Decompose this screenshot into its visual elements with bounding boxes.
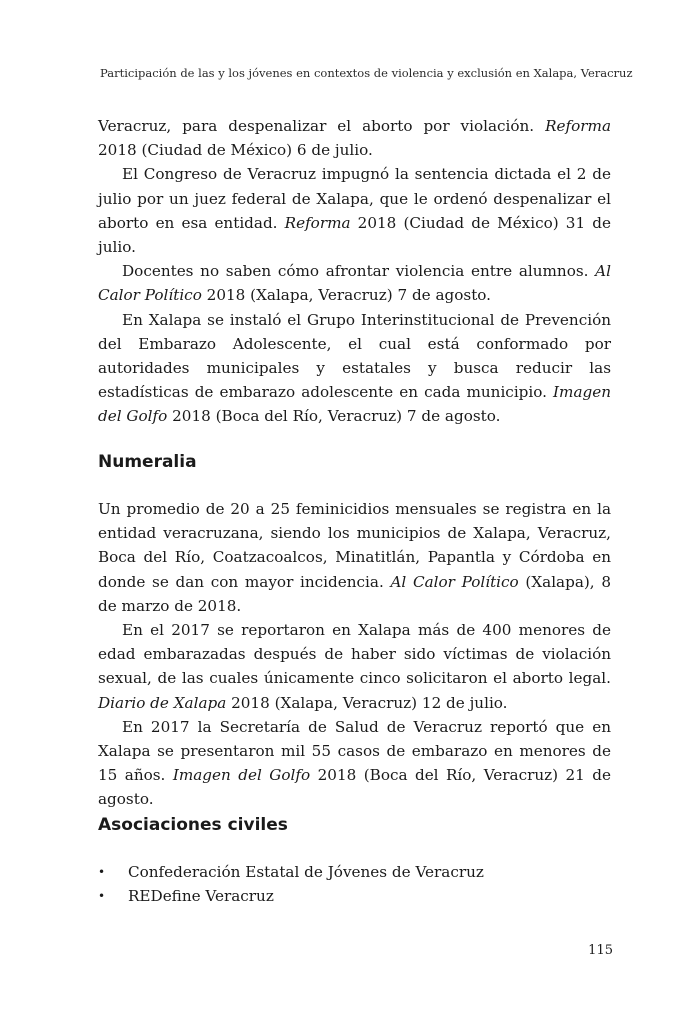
- citation-source: Imagen del Golfo: [98, 383, 611, 426]
- list-item-label: REDefine Veracruz: [128, 887, 274, 906]
- text-run: Docentes no saben cómo afrontar violencia entre alumnos.: [122, 262, 596, 281]
- body-text-block-1: [98, 114, 611, 429]
- text-run: El Congreso de Veracruz impugnó la sentencia dictada el 2 de julio por un juez federal de Xalapa, que le ordenó despenalizar el aborto en esa entidad.: [98, 165, 611, 232]
- citation-source: Al Calor Político: [98, 262, 611, 305]
- text-run: En 2017 la Secretaría de Salud de Veracruz reportó que en Xalapa se presentaron mil 55 casos de embarazo en menores de 15 años.: [98, 717, 611, 785]
- text-run: En Xalapa se instaló el Grupo Interinstitucional de Prevención del Embarazo Adolescente, el cual está conformado por autoridades municipales y estatales y busca reducir las estadísticas de embarazo adolescente en cada municipio.: [98, 310, 611, 402]
- paragraph: [98, 618, 611, 715]
- text-run: 2018 (Ciudad de México) 31 de julio.: [98, 213, 611, 257]
- paragraph: [98, 162, 611, 259]
- citation-source: Reforma: [284, 213, 351, 232]
- paragraph: [98, 715, 611, 812]
- text-run: (Xalapa), 8 de marzo de 2018.: [98, 572, 611, 615]
- section-heading-numeralia: Numeralia: [98, 452, 197, 472]
- citation-source: Diario de Xalapa: [98, 693, 227, 712]
- paragraph: [98, 114, 611, 162]
- paragraph: [98, 497, 611, 618]
- list-item: [98, 860, 611, 884]
- section-heading-asociaciones: Asociaciones civiles: [98, 815, 288, 835]
- text-run: En el 2017 se reportaron en Xalapa más de 400 menores de edad embarazadas después de haber sido víctimas de violación sexual, de las cuales únicamente cinco solicitaron el aborto legal.: [98, 621, 611, 688]
- text-run: Un promedio de 20 a 25 feminicidios mensuales se registra en la entidad veracruzana, siendo los municipios de Xalapa, Veracruz, Boca del Río, Coatzacoalcos, Minatitlán, Papantla y Córdoba en donde se dan con mayor incidencia.: [98, 500, 611, 591]
- body-text-block-numeralia: [98, 497, 611, 812]
- text-run: 2018 (Boca del Río, Veracruz) 7 de agosto.: [167, 407, 501, 426]
- bullet-icon: •: [98, 865, 106, 879]
- text-run: 2018 (Boca del Río, Veracruz) 21 de agosto.: [98, 766, 611, 809]
- page-number: 115: [588, 943, 613, 958]
- citation-source: Imagen del Golfo: [172, 766, 311, 785]
- text-run: Veracruz, para despenalizar el aborto por violación.: [98, 117, 546, 135]
- text-run: 2018 (Xalapa, Veracruz) 7 de agosto.: [201, 286, 492, 305]
- running-header: Participación de las y los jóvenes en contextos de violencia y exclusión en Xalapa, Veracruz: [100, 66, 633, 80]
- citation-source: Al Calor Político: [390, 572, 519, 591]
- citation-source: Reforma: [545, 117, 611, 135]
- asociaciones-list: [98, 860, 611, 908]
- list-item-label: Confederación Estatal de Jóvenes de Veracruz: [128, 863, 484, 881]
- text-run: 2018 (Xalapa, Veracruz) 12 de julio.: [226, 693, 508, 712]
- bullet-icon: •: [98, 889, 106, 904]
- text-run: 2018 (Ciudad de México) 6 de julio.: [98, 141, 373, 160]
- paragraph: [98, 259, 611, 307]
- list-item: [98, 884, 611, 908]
- paragraph: [98, 308, 611, 429]
